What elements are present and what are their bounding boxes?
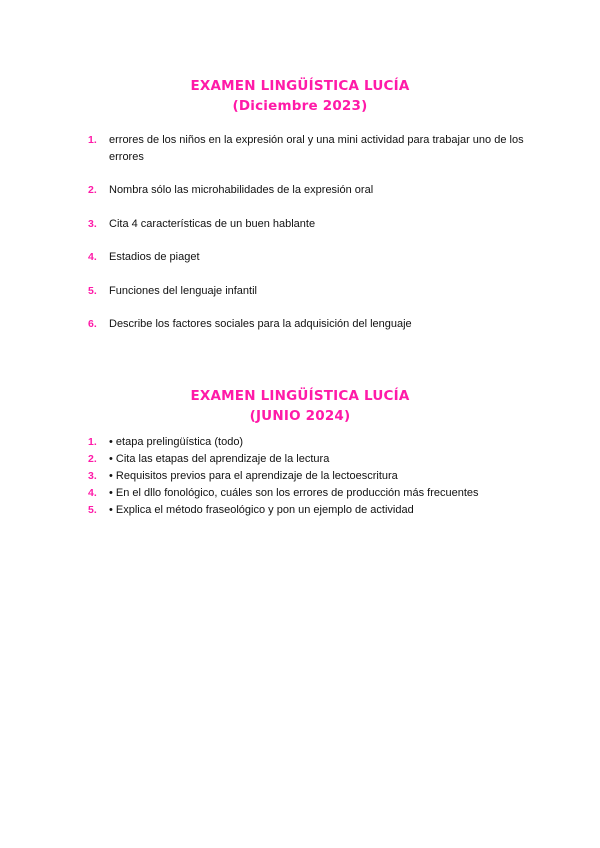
item-text: Nombra sólo las microhabilidades de la expresión oral bbox=[109, 184, 374, 196]
exam2-subtitle: (JUNIO 2024) bbox=[249, 408, 351, 424]
list-item bbox=[88, 216, 538, 233]
item-number: 6. bbox=[88, 318, 97, 330]
list-item bbox=[88, 434, 538, 451]
item-text: errores de los niños en la expresión oral y una mini actividad para trabajar uno de los errores bbox=[109, 134, 524, 163]
item-number: 5. bbox=[88, 504, 97, 516]
list-item bbox=[88, 468, 538, 485]
exam2-title: EXAMEN LINGÜÍSTICA LUCÍA bbox=[190, 388, 410, 404]
item-text: • Cita las etapas del aprendizaje de la lectura bbox=[109, 453, 330, 465]
list-item bbox=[88, 249, 538, 266]
item-number: 4. bbox=[88, 487, 97, 499]
item-number: 1. bbox=[88, 436, 97, 448]
item-number: 3. bbox=[88, 217, 97, 230]
item-number: 4. bbox=[88, 251, 97, 263]
exam1-title: EXAMEN LINGÜÍSTICA LUCÍA bbox=[190, 78, 410, 94]
exam1-subtitle: (Diciembre 2023) bbox=[232, 98, 368, 114]
item-text: • etapa prelingüística (todo) bbox=[109, 436, 244, 448]
item-text: Funciones del lenguaje infantil bbox=[109, 284, 257, 297]
exam2-heading bbox=[0, 386, 600, 426]
list-item bbox=[88, 132, 538, 165]
item-number: 1. bbox=[88, 134, 97, 146]
list-item bbox=[88, 502, 538, 519]
exam2-question-list bbox=[88, 434, 538, 519]
list-item bbox=[88, 485, 538, 502]
item-number: 3. bbox=[88, 470, 97, 482]
item-number: 2. bbox=[88, 184, 97, 196]
item-number: 5. bbox=[88, 284, 97, 297]
item-number: 2. bbox=[88, 453, 97, 465]
list-item bbox=[88, 316, 538, 333]
item-text: Describe los factores sociales para la adquisición del lenguaje bbox=[109, 318, 412, 330]
item-text: Estadios de piaget bbox=[109, 251, 200, 263]
list-item bbox=[88, 451, 538, 468]
item-text: • Requisitos previos para el aprendizaje de la lectoescritura bbox=[109, 470, 398, 482]
list-item bbox=[88, 283, 538, 300]
exam1-question-list bbox=[88, 132, 538, 350]
list-item bbox=[88, 182, 538, 199]
exam1-heading bbox=[0, 76, 600, 116]
item-text: • En el dllo fonológico, cuáles son los errores de producción más frecuentes bbox=[109, 487, 479, 499]
item-text: • Explica el método fraseológico y pon un ejemplo de actividad bbox=[109, 504, 414, 516]
item-text: Cita 4 características de un buen hablante bbox=[109, 217, 316, 230]
